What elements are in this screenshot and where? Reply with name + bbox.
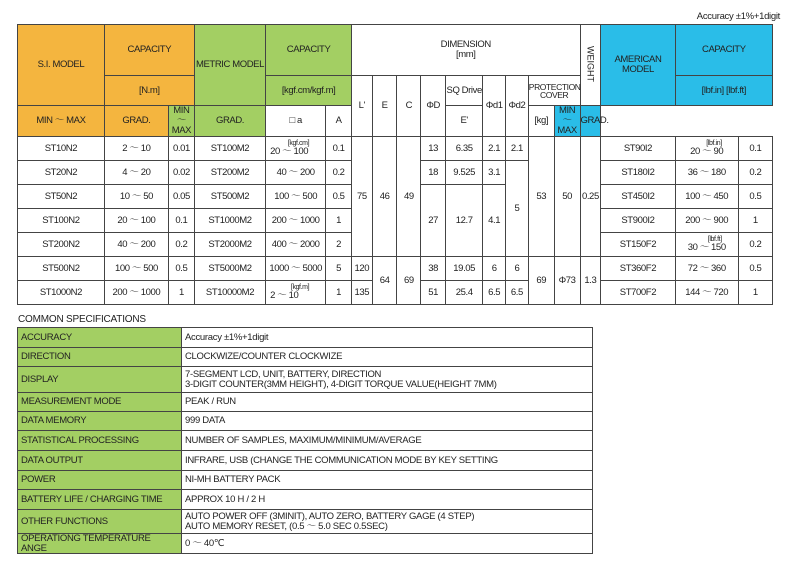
american-grad-cell: 0.2: [738, 161, 772, 185]
phi-d-cell: 13: [421, 137, 446, 161]
si-grad-cell: 0.2: [168, 233, 194, 257]
spec-value: PEAK / RUN: [182, 393, 593, 412]
sq-group-cell: 12.7: [446, 185, 483, 257]
american-range-value: 30 ～ 150: [687, 242, 726, 253]
metric-unit-note: [kgf.m]: [290, 284, 310, 291]
spec-value: [182, 367, 593, 393]
spec-label: POWER: [18, 471, 182, 490]
spec-value-line: AUTO MEMORY RESET, (0.5 ～ 5.0 SEC 0.5SEC): [185, 520, 388, 532]
accuracy-note: Accuracy ±1%+1digit: [696, 11, 780, 22]
si-grad-cell: 0.5: [168, 257, 194, 281]
american-model-cell: ST360F2: [601, 257, 675, 281]
si-model-cell: ST1000N2: [18, 281, 105, 305]
spec-value: INFRARE, USB (CHANGE THE COMMUNICATION MODE BY KEY SETTING: [182, 451, 593, 471]
table-row: [18, 328, 593, 348]
si-range-cell: 10 ～ 50: [104, 185, 168, 209]
pe-header: E': [446, 106, 483, 137]
table-row: [18, 490, 593, 510]
metric-range-cell: 200 ～ 1000: [266, 209, 326, 233]
si-range-cell: 4 ～ 20: [104, 161, 168, 185]
weight-unit-header: [kg]: [528, 106, 554, 137]
phi-d-cell: 38: [421, 257, 446, 281]
common-specifications-title: COMMON SPECIFICATIONS: [18, 314, 146, 325]
dimension-label: DIMENSION: [440, 39, 491, 50]
table-row: [18, 412, 593, 431]
weight-header: [580, 25, 601, 106]
d2-cell: 2.1: [506, 137, 529, 161]
table-row: [18, 257, 773, 281]
pa-header: A: [326, 106, 352, 137]
si-range-cell: 2 ～ 10: [104, 137, 168, 161]
spec-label: OPERATIONG TEMPERATURE ANGE: [18, 534, 182, 554]
american-capacity-header: CAPACITY: [675, 25, 772, 76]
dimension-unit: [mm]: [456, 49, 476, 60]
metric-model-cell: ST200M2: [194, 161, 265, 185]
table-row: [18, 137, 773, 161]
table-row: [18, 534, 593, 554]
metric-grad-cell: 2: [326, 233, 352, 257]
spec-label: OTHER FUNCTIONS: [18, 510, 182, 534]
si-capacity-header: CAPACITY: [104, 25, 194, 76]
spec-label: DATA MEMORY: [18, 412, 182, 431]
phi-d1-header: Φd1: [483, 76, 506, 137]
american-range-cell: 200 ～ 900: [675, 209, 738, 233]
metric-grad-cell: 1: [326, 209, 352, 233]
c-group2-cell: 69: [397, 257, 421, 305]
d1-group-cell: 4.1: [483, 185, 506, 257]
spec-value: 0 ～ 40℃: [182, 534, 593, 554]
spec-label: ACCURACY: [18, 328, 182, 348]
si-grad-cell: 0.02: [168, 161, 194, 185]
metric-unit-note: [kgf.cm]: [287, 140, 310, 147]
american-range-cell: 72 ～ 360: [675, 257, 738, 281]
si-grad-cell: 0.01: [168, 137, 194, 161]
metric-range-cell: 100 ～ 500: [266, 185, 326, 209]
spec-value: NUMBER OF SAMPLES, MAXIMUM/MINIMUM/AVERAGE: [182, 431, 593, 451]
d2-cell: 6: [506, 257, 529, 281]
table-row: [18, 471, 593, 490]
si-model-cell: ST50N2: [18, 185, 105, 209]
american-model-cell: ST180I2: [601, 161, 675, 185]
common-specifications-table: [17, 327, 593, 554]
phi-d-header: ΦD: [421, 76, 446, 137]
pa-group1-cell: 53: [528, 137, 554, 257]
si-minmax-header: MIN ～ MAX: [18, 106, 105, 137]
metric-model-cell: ST500M2: [194, 185, 265, 209]
table-row: [18, 451, 593, 471]
pe-group1-cell: 50: [554, 137, 580, 257]
c-header: C: [397, 76, 421, 137]
si-range-cell: 100 ～ 500: [104, 257, 168, 281]
l-cell: 135: [352, 281, 373, 305]
torque-spec-table: [17, 24, 773, 305]
metric-range-cell: [266, 137, 326, 161]
metric-unit-header: [kgf.cm/kgf.m]: [266, 76, 352, 106]
l-cell: 120: [352, 257, 373, 281]
phi-d-group-cell: 27: [421, 185, 446, 257]
american-grad-cell: 1: [738, 209, 772, 233]
phi-d-cell: 51: [421, 281, 446, 305]
si-grad-cell: 0.1: [168, 209, 194, 233]
american-model-header: AMERICAN MODEL: [601, 25, 675, 106]
spec-value: Accuracy ±1%+1digit: [182, 328, 593, 348]
weight-label: WEIGHT: [585, 45, 596, 82]
table-row: [18, 431, 593, 451]
metric-grad-cell: 0.2: [326, 161, 352, 185]
pa-group2-cell: 69: [528, 257, 554, 305]
metric-model-cell: ST5000M2: [194, 257, 265, 281]
si-model-cell: ST10N2: [18, 137, 105, 161]
american-unit-header: [lbf.in] [lbf.ft]: [675, 76, 772, 106]
pe-group2-cell: Φ73: [554, 257, 580, 305]
si-range-cell: 200 ～ 1000: [104, 281, 168, 305]
american-model-cell: ST150F2: [601, 233, 675, 257]
sq-a-header: □ a: [266, 106, 326, 137]
metric-grad-cell: 5: [326, 257, 352, 281]
spec-value-line: AUTO POWER OFF (3MINIT), AUTO ZERO, BATTERY GAGE (4 STEP): [185, 511, 475, 522]
l-header: L': [352, 76, 373, 137]
d2-cell: 6.5: [506, 281, 529, 305]
d1-cell: 6.5: [483, 281, 506, 305]
spec-value: APPROX 10 H / 2 H: [182, 490, 593, 510]
metric-range-cell: [266, 281, 326, 305]
d1-cell: 2.1: [483, 137, 506, 161]
si-model-header: S.I. MODEL: [18, 25, 105, 106]
american-model-cell: ST90I2: [601, 137, 675, 161]
si-grad-cell: 0.05: [168, 185, 194, 209]
phi-d-cell: 18: [421, 161, 446, 185]
dimension-header: [352, 25, 581, 76]
american-model-cell: ST450I2: [601, 185, 675, 209]
spec-value-line: 3-DIGIT COUNTER(3MM HEIGHT), 4-DIGIT TORQUE VALUE(HEIGHT 7MM): [185, 378, 497, 390]
metric-range-cell: 400 ～ 2000: [266, 233, 326, 257]
american-unit-note: [lbf.in]: [706, 140, 722, 147]
metric-range-cell: 1000 ～ 5000: [266, 257, 326, 281]
metric-range-value: 20 ～ 100: [270, 146, 309, 157]
american-minmax-header: MIN ～ MAX: [554, 106, 580, 137]
american-range-cell: 100 ～ 450: [675, 185, 738, 209]
sq-cell: 6.35: [446, 137, 483, 161]
american-range-cell: [675, 233, 738, 257]
american-grad-cell: 0.1: [738, 137, 772, 161]
metric-model-cell: ST10000M2: [194, 281, 265, 305]
american-grad-cell: 0.5: [738, 257, 772, 281]
spec-label: DIRECTION: [18, 348, 182, 367]
american-grad-cell: 0.2: [738, 233, 772, 257]
si-model-cell: ST100N2: [18, 209, 105, 233]
american-range-cell: 144 ～ 720: [675, 281, 738, 305]
d1-cell: 3.1: [483, 161, 506, 185]
si-range-cell: 40 ～ 200: [104, 233, 168, 257]
american-range-cell: 36 ～ 180: [675, 161, 738, 185]
table-row: [18, 348, 593, 367]
e-header: E: [372, 76, 397, 137]
metric-range-value: 2 ～ 10: [270, 290, 299, 301]
si-model-cell: ST200N2: [18, 233, 105, 257]
si-model-cell: ST20N2: [18, 161, 105, 185]
metric-model-cell: ST2000M2: [194, 233, 265, 257]
spec-label: STATISTICAL PROCESSING: [18, 431, 182, 451]
d1-cell: 6: [483, 257, 506, 281]
american-model-cell: ST700F2: [601, 281, 675, 305]
metric-grad-header: GRAD.: [194, 106, 265, 137]
phi-d2-header: Φd2: [506, 76, 529, 137]
e-group1-cell: 46: [372, 137, 397, 257]
metric-capacity-header: CAPACITY: [266, 25, 352, 76]
american-model-cell: ST900I2: [601, 209, 675, 233]
metric-grad-cell: 0.5: [326, 185, 352, 209]
spec-value: CLOCKWIZE/COUNTER CLOCKWIZE: [182, 348, 593, 367]
american-range-cell: [675, 137, 738, 161]
metric-model-cell: ST1000M2: [194, 209, 265, 233]
spec-value-line: 7-SEGMENT LCD, UNIT, BATTERY, DIRECTION: [185, 369, 382, 380]
si-grad-cell: 1: [168, 281, 194, 305]
spec-value: [182, 510, 593, 534]
d2-group-cell: 5: [506, 161, 529, 257]
metric-grad-cell: 1: [326, 281, 352, 305]
si-model-cell: ST500N2: [18, 257, 105, 281]
metric-minmax-header: MIN ～ MAX: [168, 106, 194, 137]
american-grad-cell: 1: [738, 281, 772, 305]
sq-cell: 19.05: [446, 257, 483, 281]
si-grad-header: GRAD.: [104, 106, 168, 137]
spec-label: DATA OUTPUT: [18, 451, 182, 471]
metric-model-cell: ST100M2: [194, 137, 265, 161]
spec-label: DISPLAY: [18, 367, 182, 393]
spec-label: MEASUREMENT MODE: [18, 393, 182, 412]
spec-value: NI-MH BATTERY PACK: [182, 471, 593, 490]
protection-cover-header: PROTECTION COVER: [528, 76, 580, 106]
american-unit-note: [lbf.ft]: [707, 236, 722, 243]
c-group1-cell: 49: [397, 137, 421, 257]
e-group2-cell: 64: [372, 257, 397, 305]
table-row: [18, 393, 593, 412]
weight-group2-cell: 1.3: [580, 257, 601, 305]
l-group1-cell: 75: [352, 137, 373, 257]
table-row: [18, 510, 593, 534]
spec-value: 999 DATA: [182, 412, 593, 431]
si-unit-header: [N.m]: [104, 76, 194, 106]
weight-group1-cell: 0.25: [580, 137, 601, 257]
spec-label: BATTERY LIFE / CHARGING TIME: [18, 490, 182, 510]
metric-model-header: METRIC MODEL: [194, 25, 265, 106]
si-range-cell: 20 ～ 100: [104, 209, 168, 233]
sq-cell: 9.525: [446, 161, 483, 185]
american-range-value: 20 ～ 90: [690, 146, 724, 157]
table-row: [18, 367, 593, 393]
american-grad-cell: 0.5: [738, 185, 772, 209]
american-grad-header: GRAD.: [580, 106, 601, 137]
metric-grad-cell: 0.1: [326, 137, 352, 161]
sq-drive-header: SQ Drive: [446, 76, 483, 106]
sq-cell: 25.4: [446, 281, 483, 305]
metric-range-cell: 40 ～ 200: [266, 161, 326, 185]
